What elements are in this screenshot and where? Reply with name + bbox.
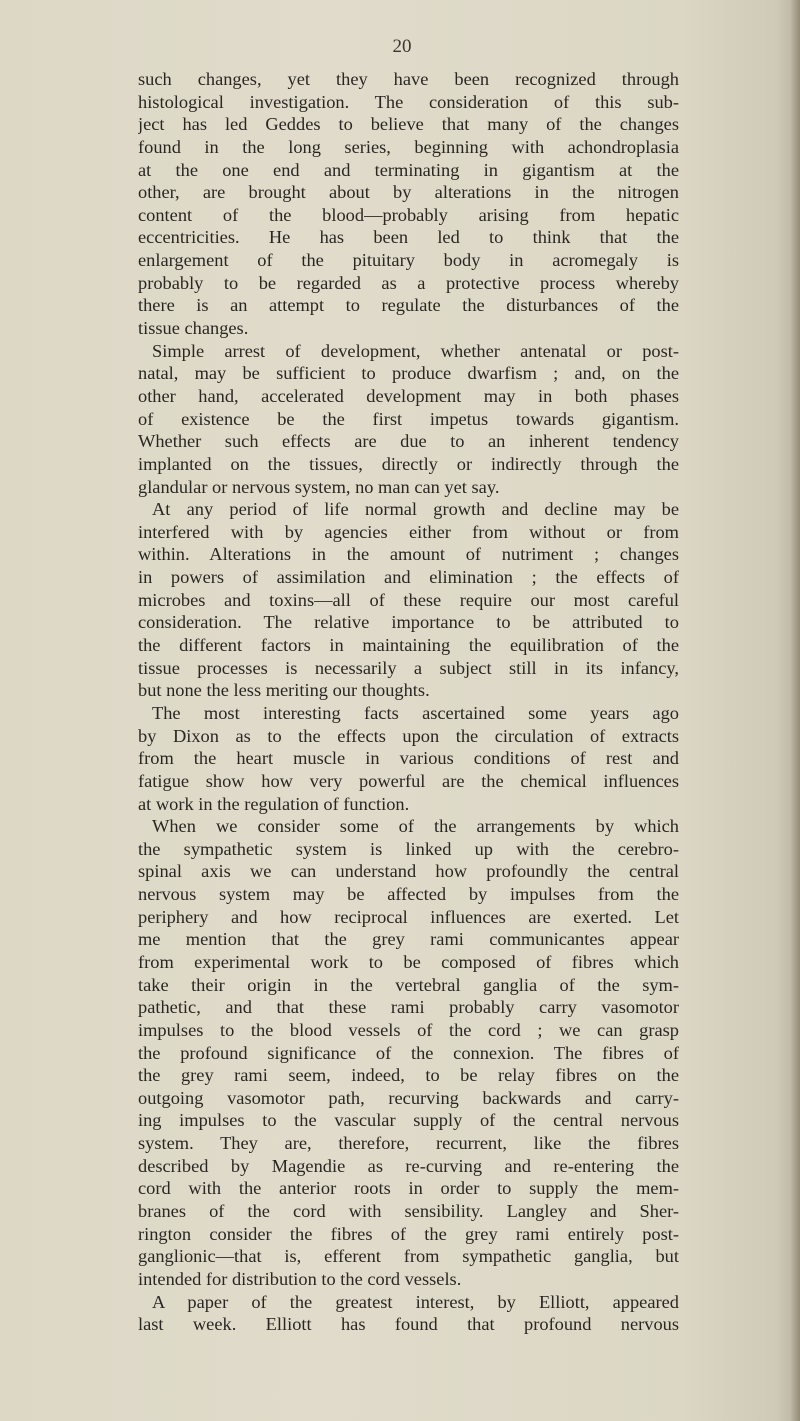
text-line: histological investigation. The consideration of this sub-: [138, 91, 679, 112]
text-line: take their origin in the vertebral ganglia of the sym-: [138, 974, 679, 995]
text-line: eccentricities. He has been led to think that the: [138, 227, 679, 248]
text-line: last week. Elliott has found that profound nervous: [138, 1314, 679, 1335]
text-line: natal, may be sufficient to produce dwarfism ; and, on the: [138, 363, 679, 384]
text-line: from experimental work to be composed of fibres which: [138, 951, 679, 972]
text-line: At any period of life normal growth and decline may be: [152, 499, 679, 520]
text-line: within. Alterations in the amount of nutriment ; changes: [138, 544, 679, 565]
page-number: 20: [392, 36, 412, 57]
body-text: [138, 68, 679, 1336]
text-line: periphery and how reciprocal influences are exerted. Let: [138, 906, 679, 927]
text-line: branes of the cord with sensibility. Langley and Sher-: [138, 1201, 679, 1222]
text-line: content of the blood—probably arising from hepatic: [138, 204, 679, 225]
text-line: ing impulses to the vascular supply of the central nervous: [138, 1110, 679, 1131]
text-line: the different factors in maintaining the equilibration of the: [138, 635, 679, 656]
text-line: described by Magendie as re-curving and re-entering the: [138, 1155, 679, 1176]
text-line: glandular or nervous system, no man can yet say.: [138, 476, 500, 497]
text-line: by Dixon as to the effects upon the circulation of extracts: [138, 725, 679, 746]
text-line: but none the less meriting our thoughts.: [138, 680, 430, 701]
text-line: interfered with by agencies either from without or from: [138, 521, 679, 542]
text-line: there is an attempt to regulate the disturbances of the: [138, 295, 679, 316]
text-line: other hand, accelerated development may in both phases: [138, 385, 679, 406]
text-line: spinal axis we can understand how profoundly the central: [138, 861, 679, 882]
text-line: other, are brought about by alterations in the nitrogen: [138, 182, 679, 203]
text-line: at work in the regulation of function.: [138, 793, 410, 814]
text-line: pathetic, and that these rami probably carry vasomotor: [138, 997, 679, 1018]
text-line: found in the long series, beginning with achondroplasia: [138, 136, 679, 157]
text-line: implanted on the tissues, directly or indirectly through the: [138, 453, 679, 474]
text-line: tissue processes is necessarily a subject still in its infancy,: [138, 657, 679, 678]
text-line: impulses to the blood vessels of the cord ; we can grasp: [138, 1019, 679, 1040]
text-line: ganglionic—that is, efferent from sympathetic ganglia, but: [138, 1246, 679, 1267]
text-line: probably to be regarded as a protective process whereby: [138, 272, 679, 293]
text-line: enlargement of the pituitary body in acromegaly is: [138, 250, 679, 271]
text-line: the sympathetic system is linked up with the cerebro-: [138, 838, 679, 859]
text-line: cord with the anterior roots in order to supply the mem-: [138, 1178, 679, 1199]
text-line: The most interesting facts ascertained some years ago: [152, 702, 679, 723]
text-line: Whether such effects are due to an inherent tendency: [138, 431, 679, 452]
page-edge-shadow: [790, 0, 800, 1421]
text-line: outgoing vasomotor path, recurving backwards and carry-: [138, 1087, 679, 1108]
text-line: nervous system may be affected by impulses from the: [138, 884, 679, 905]
text-line: the grey rami seem, indeed, to be relay fibres on the: [138, 1065, 679, 1086]
text-line: ject has led Geddes to believe that many of the changes: [138, 114, 679, 135]
text-line: system. They are, therefore, recurrent, like the fibres: [138, 1133, 679, 1154]
text-line: at the one end and terminating in gigantism at the: [138, 159, 679, 180]
text-line: the profound significance of the connexion. The fibres of: [138, 1042, 679, 1063]
text-line: tissue changes.: [138, 318, 249, 339]
text-line: intended for distribution to the cord vessels.: [138, 1268, 462, 1289]
text-line: consideration. The relative importance to be attributed to: [138, 612, 679, 633]
text-line: from the heart muscle in various conditions of rest and: [138, 748, 679, 769]
text-line: When we consider some of the arrangements by which: [152, 816, 679, 837]
text-line: fatigue show how very powerful are the chemical influences: [138, 770, 679, 791]
text-line: microbes and toxins—all of these require our most careful: [138, 589, 679, 610]
text-line: Simple arrest of development, whether antenatal or post-: [152, 340, 679, 361]
text-line: such changes, yet they have been recognized through: [138, 69, 679, 89]
text-line: A paper of the greatest interest, by Elliott, appeared: [152, 1291, 679, 1312]
text-line: of existence be the first impetus towards gigantism.: [138, 408, 679, 429]
text-line: in powers of assimilation and elimination ; the effects of: [138, 567, 679, 588]
text-line: rington consider the fibres of the grey rami entirely post-: [138, 1223, 679, 1244]
text-line: me mention that the grey rami communicantes appear: [138, 929, 679, 950]
